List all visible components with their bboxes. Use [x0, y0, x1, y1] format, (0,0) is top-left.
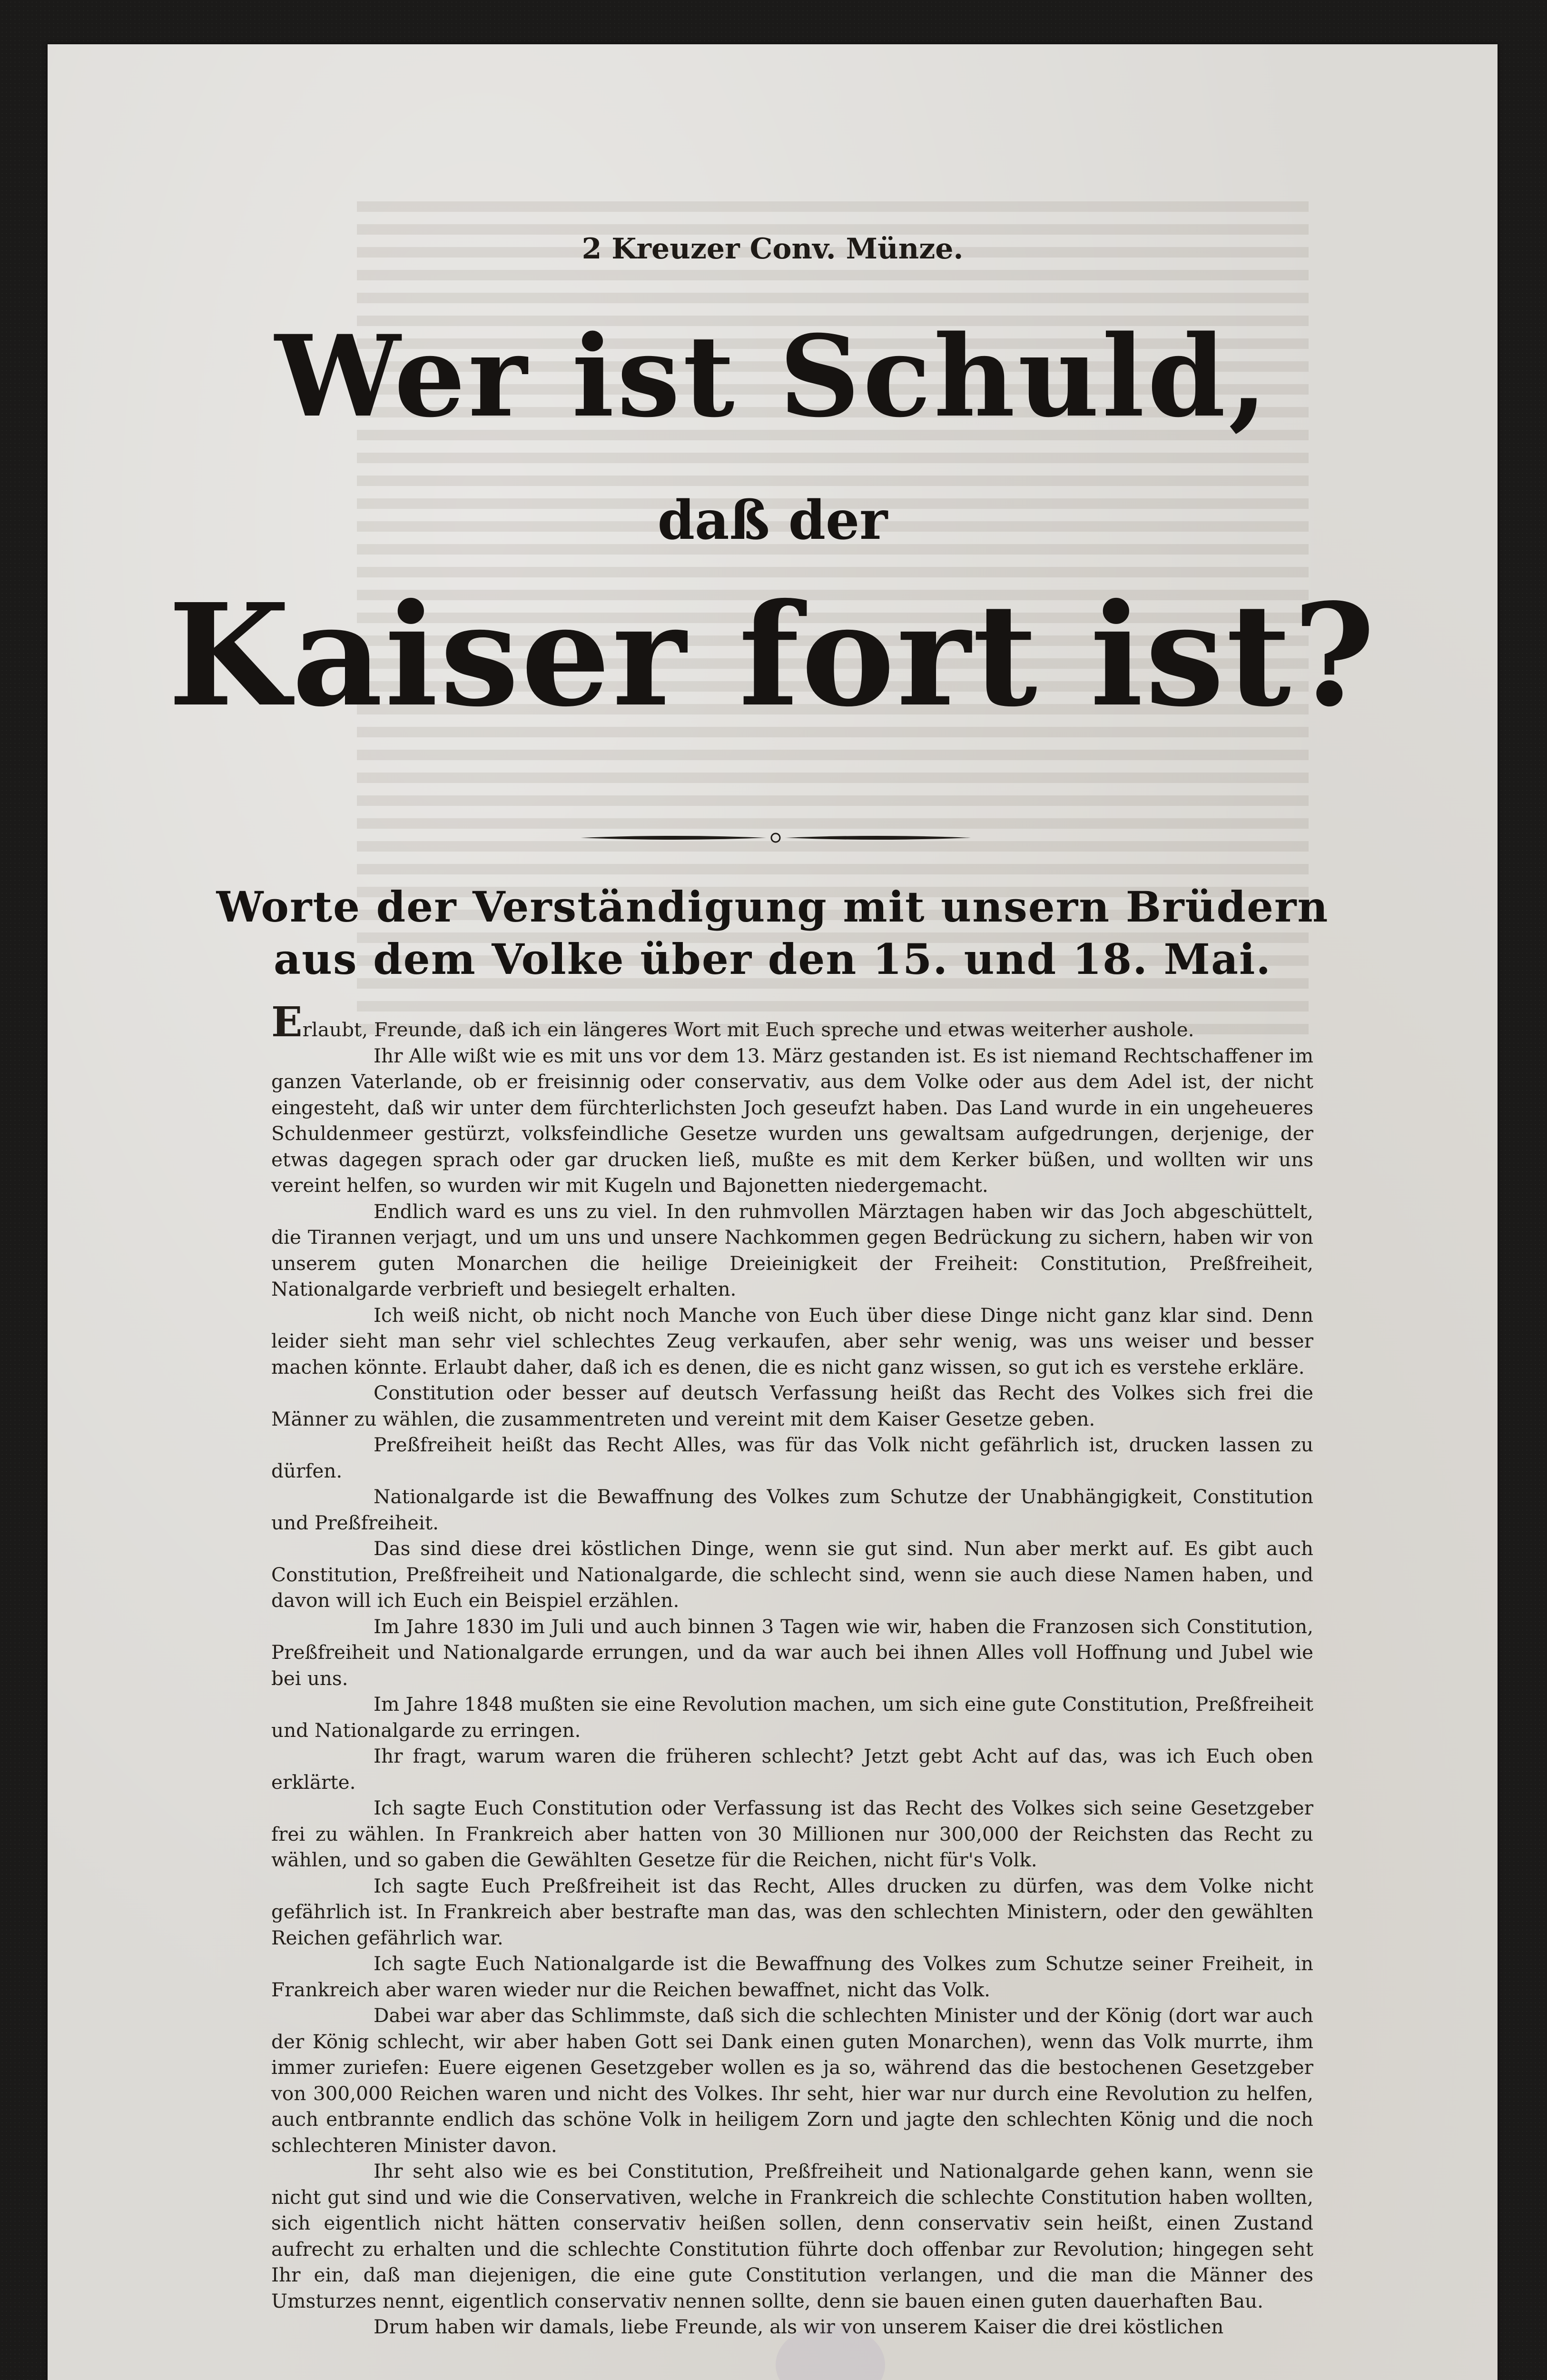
- paragraph: Das sind diese drei köstlichen Dinge, wenn sie gut sind. Nun aber merkt auf. Es gibt auch Constitution, Preßfreiheit und Nationalgarde, die schlecht sind, wenn sie auch diese Namen haben, und davon will ich Euch ein Beispiel erzählen.: [271, 1537, 1313, 1612]
- title-line-1: Wer ist Schuld,: [275, 311, 1271, 442]
- paragraph: Endlich ward es uns zu viel. In den ruhmvollen Märztagen haben wir das Joch abgeschüttelt, die Tirannen verjagt, und um uns und unsere Nachkommen gegen Bedrückung zu sichern, haben wir von unserem guten Monarchen die heilige Dreieinigkeit der Freiheit: Constitution, Preßfreiheit, Nationalgarde verbrieft und besiegelt erhalten.: [271, 1200, 1313, 1300]
- ornamental-rule: [581, 832, 971, 843]
- paragraph: [271, 998, 1313, 1046]
- paragraph: Ihr fragt, warum waren die früheren schlecht? Jetzt gebt Acht auf das, was ich Euch oben erklärte.: [271, 1745, 1313, 1794]
- title-line-3: Kaiser fort ist?: [168, 573, 1377, 738]
- paragraph: Dabei war aber das Schlimmste, daß sich die schlechten Minister und der König (dort war auch der König schlecht, wir aber haben Gott sei Dank einen guten Monarchen), wenn das Volk murrte, ihm immer zuriefen: Euere eigenen Gesetzgeber wollen es ja so, während das die bestochenen Gesetzgeber von 300,000 Reichen waren und nicht des Volkes. Ihr seht, hier war nur durch eine Revolution zu helfen, auch entbrannte endlich das schöne Volk in heiligem Zorn und jagte den schlechten König und die noch schlechteren Minister davon.: [271, 2004, 1313, 2157]
- paragraph: Ich weiß nicht, ob nicht noch Manche von Euch über diese Dinge nicht ganz klar sind. Denn leider sieht man sehr viel schlechtes Zeug verkaufen, aber sehr wenig, was uns weiser und besser machen könnte. Erlaubt daher, daß ich es denen, die es nicht ganz wissen, so gut ich es verstehe erkläre.: [271, 1303, 1313, 1378]
- subtitle-line-2: aus dem Volke über den 15. und 18. Mai.: [273, 934, 1272, 984]
- paragraph: Ihr Alle wißt wie es mit uns vor dem 13. März gestanden ist. Es ist niemand Rechtschaffener im ganzen Vaterlande, ob er freisinnig oder conservativ, aus dem Volke oder aus dem Adel ist, der nicht eingesteht, daß wir unter dem fürchterlichsten Joch geseufzt haben. Das Land wurde in ein ungeheueres Schuldenmeer gestürzt, volksfeindliche Gesetze wurden uns gewaltsam aufgedrungen, derjenige, der etwas dagegen sprach oder gar drucken ließ, mußte es mit dem Kerker büßen, und wollten wir uns vereint helfen, so wurden wir mit Kugeln und Bajonetten niedergemacht.: [271, 1044, 1313, 1197]
- paragraph: Preßfreiheit heißt das Recht Alles, was für das Volk nicht gefährlich ist, drucken lassen zu dürfen.: [271, 1433, 1313, 1482]
- paragraph: Im Jahre 1830 im Juli und auch binnen 3 Tagen wie wir, haben die Franzosen sich Constitution, Preßfreiheit und Nationalgarde errungen, und da war auch bei ihnen Alles voll Hoffnung und Jubel wie bei uns.: [271, 1615, 1313, 1690]
- paragraph: Ihr seht also wie es bei Constitution, Preßfreiheit und Nationalgarde gehen kann, wenn sie nicht gut sind und wie die Conservativen, welche in Frankreich die schlechte Constitution haben wollten, sich eigentlich nicht hätten conservativ heißen sollen, denn conservativ sein heißt, einen Zustand aufrecht zu erhalten und die schlechte Constitution führte doch offenbar zur Revolution; hingegen seht Ihr ein, daß man diejenigen, die eine gute Constitution verlangen, und die man die Männer des Umsturzes nennt, eigentlich conservativ nennen sollte, denn sie bauen einen guten dauerhaften Bau.: [271, 2160, 1313, 2312]
- paragraph-text: rlaubt, Freunde, daß ich ein längeres Wort mit Euch spreche und etwas weiterher aushole.: [302, 1018, 1194, 1041]
- title-line-2: daß der: [657, 489, 888, 552]
- paragraph: Drum haben wir damals, liebe Freunde, als wir von unserem Kaiser die drei köstlichen: [374, 2315, 1224, 2338]
- poster-sheet: [48, 44, 1498, 2380]
- paragraph: Im Jahre 1848 mußten sie eine Revolution machen, um sich eine gute Constitution, Preßfreiheit und Nationalgarde zu erringen.: [271, 1693, 1313, 1742]
- drop-cap: E: [271, 998, 303, 1046]
- paragraph: Ich sagte Euch Nationalgarde ist die Bewaffnung des Volkes zum Schutze seiner Freiheit, in Frankreich aber waren wieder nur die Reichen bewaffnet, nicht das Volk.: [271, 1952, 1313, 2001]
- paragraph: Constitution oder besser auf deutsch Verfassung heißt das Recht des Volkes sich frei die Männer zu wählen, die zusammentreten und vereint mit dem Kaiser Gesetze geben.: [271, 1381, 1313, 1430]
- paragraph: Nationalgarde ist die Bewaffnung des Volkes zum Schutze der Unabhängigkeit, Constitution und Preßfreiheit.: [271, 1485, 1313, 1534]
- subtitle-line-1: Worte der Verständigung mit unsern Brüdern: [216, 882, 1329, 932]
- paragraph: Ich sagte Euch Constitution oder Verfassung ist das Recht des Volkes sich seine Gesetzgeber frei zu wählen. In Frankreich aber hatten von 30 Millionen nur 300,000 der Reichsten das Recht zu wählen, und so gaben die Gewählten Gesetze für die Reichen, nicht für's Volk.: [271, 1796, 1313, 1871]
- body-text: [271, 998, 1313, 2340]
- paragraph: Ich sagte Euch Preßfreiheit ist das Recht, Alles drucken zu dürfen, was dem Volke nicht gefährlich ist. In Frankreich aber bestrafte man das, was den schlechten Ministern, oder den gewählten Reichen gefährlich war.: [271, 1874, 1313, 1949]
- price-line: 2 Kreuzer Conv. Münze.: [581, 232, 964, 266]
